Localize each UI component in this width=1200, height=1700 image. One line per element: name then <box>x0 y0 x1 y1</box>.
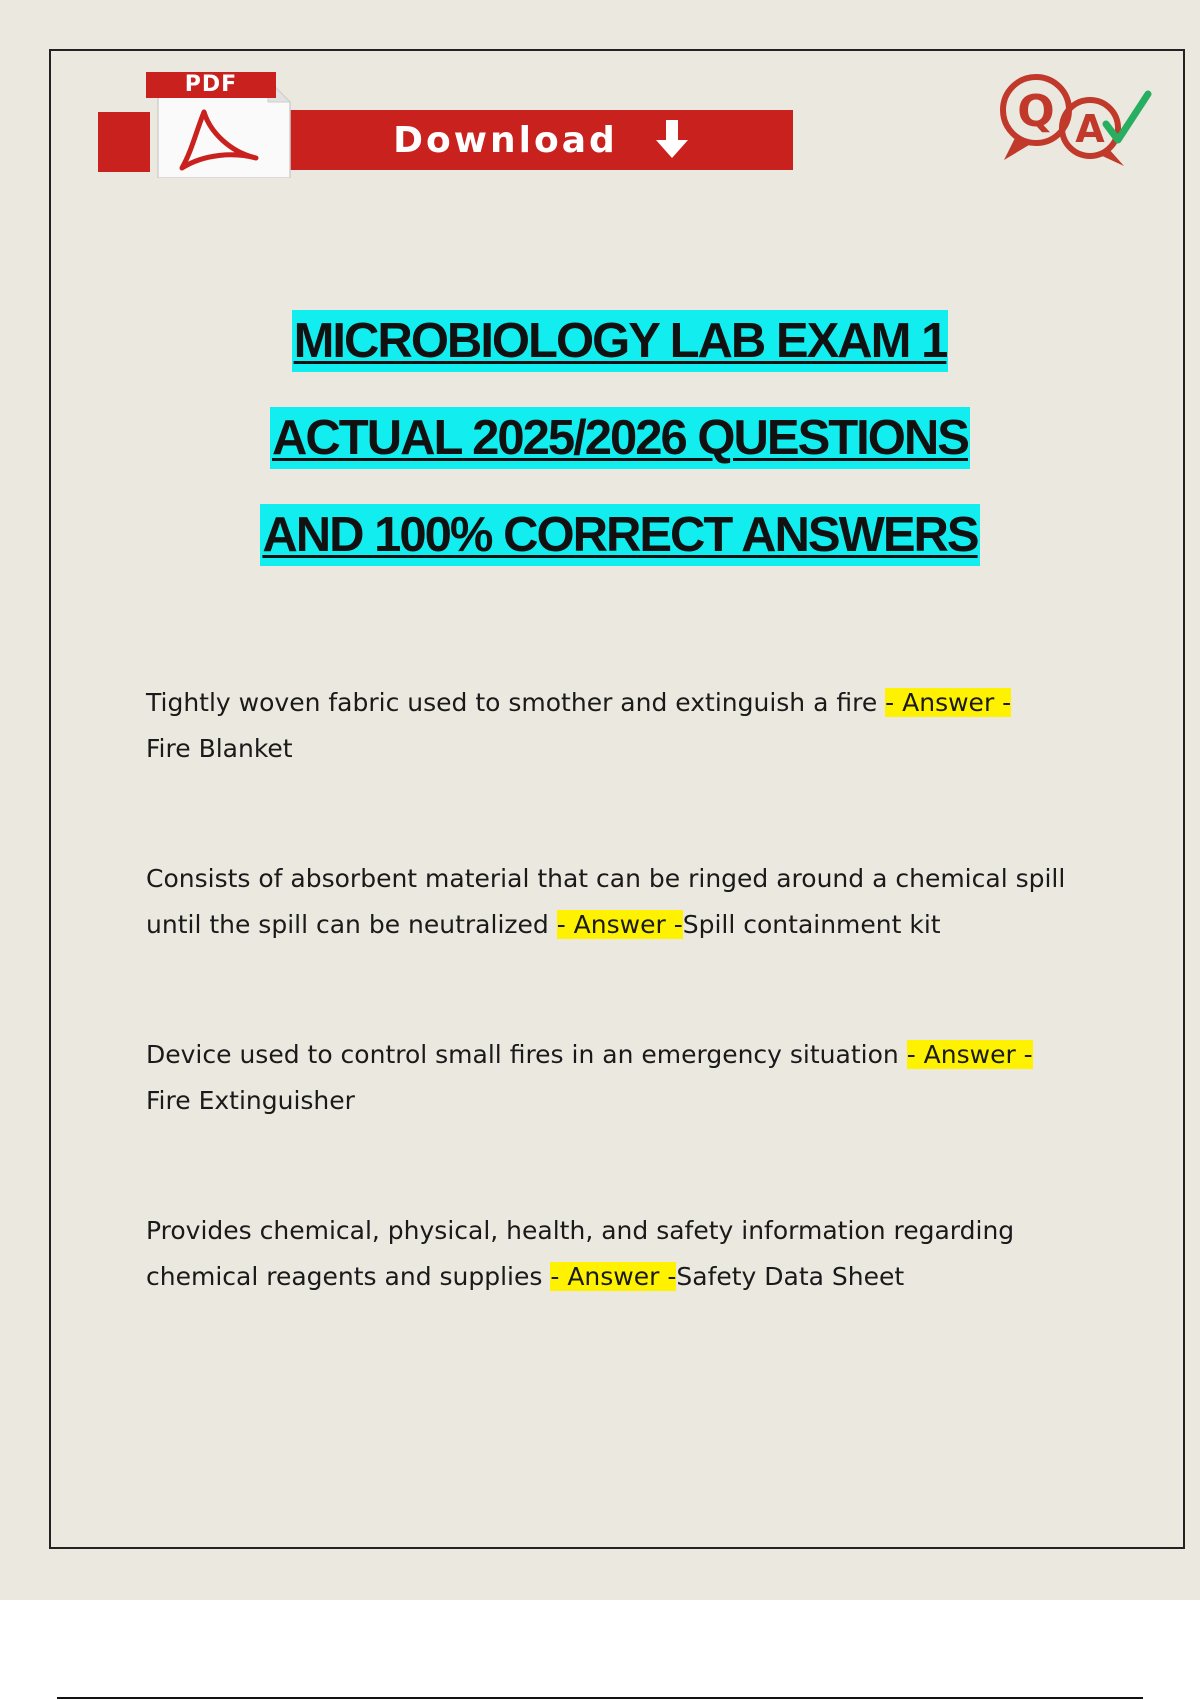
qa-logo-a: A <box>1075 107 1105 151</box>
qa-item <box>146 1208 1086 1300</box>
qa-item <box>146 680 1086 772</box>
answer-text: Spill containment kit <box>682 910 941 939</box>
checkmark-icon <box>1106 94 1148 140</box>
answer-marker: - Answer - <box>556 910 683 939</box>
title-line-3: AND 100% CORRECT ANSWERS <box>260 504 979 566</box>
document-title <box>60 310 1180 601</box>
qa-item <box>146 856 1086 948</box>
answer-text: Fire Extinguisher <box>146 1086 355 1115</box>
page-divider <box>57 1697 1143 1699</box>
answer-marker: - Answer - <box>906 1040 1033 1069</box>
title-line-2: ACTUAL 2025/2026 QUESTIONS <box>270 407 970 469</box>
pdf-document-icon <box>144 72 294 178</box>
answer-text: Fire Blanket <box>146 734 293 763</box>
title-line-1: MICROBIOLOGY LAB EXAM 1 <box>292 310 949 372</box>
qa-logo-q: Q <box>1017 86 1055 137</box>
pdf-label: PDF <box>146 72 276 98</box>
pdf-download-banner[interactable] <box>98 72 793 178</box>
qa-logo-icon <box>990 70 1155 168</box>
download-label: Download <box>393 119 618 161</box>
answer-marker: - Answer - <box>550 1262 677 1291</box>
answer-marker: - Answer - <box>885 688 1012 717</box>
download-button[interactable] <box>288 110 793 170</box>
qa-item <box>146 1032 1086 1124</box>
question-text: Consists of absorbent material that can be ringed around a chemical spill until the spill can be neutralized <box>146 864 1066 939</box>
question-text: Device used to control small fires in an emergency situation <box>146 1040 907 1069</box>
question-text: Tightly woven fabric used to smother and extinguish a fire <box>146 688 886 717</box>
banner-left-bar <box>98 112 150 172</box>
question-text: Provides chemical, physical, health, and safety information regarding chemical reagents and supplies <box>146 1216 1015 1291</box>
answer-text: Safety Data Sheet <box>676 1262 905 1291</box>
download-arrow-icon <box>656 120 688 160</box>
qa-list <box>146 680 1086 1384</box>
